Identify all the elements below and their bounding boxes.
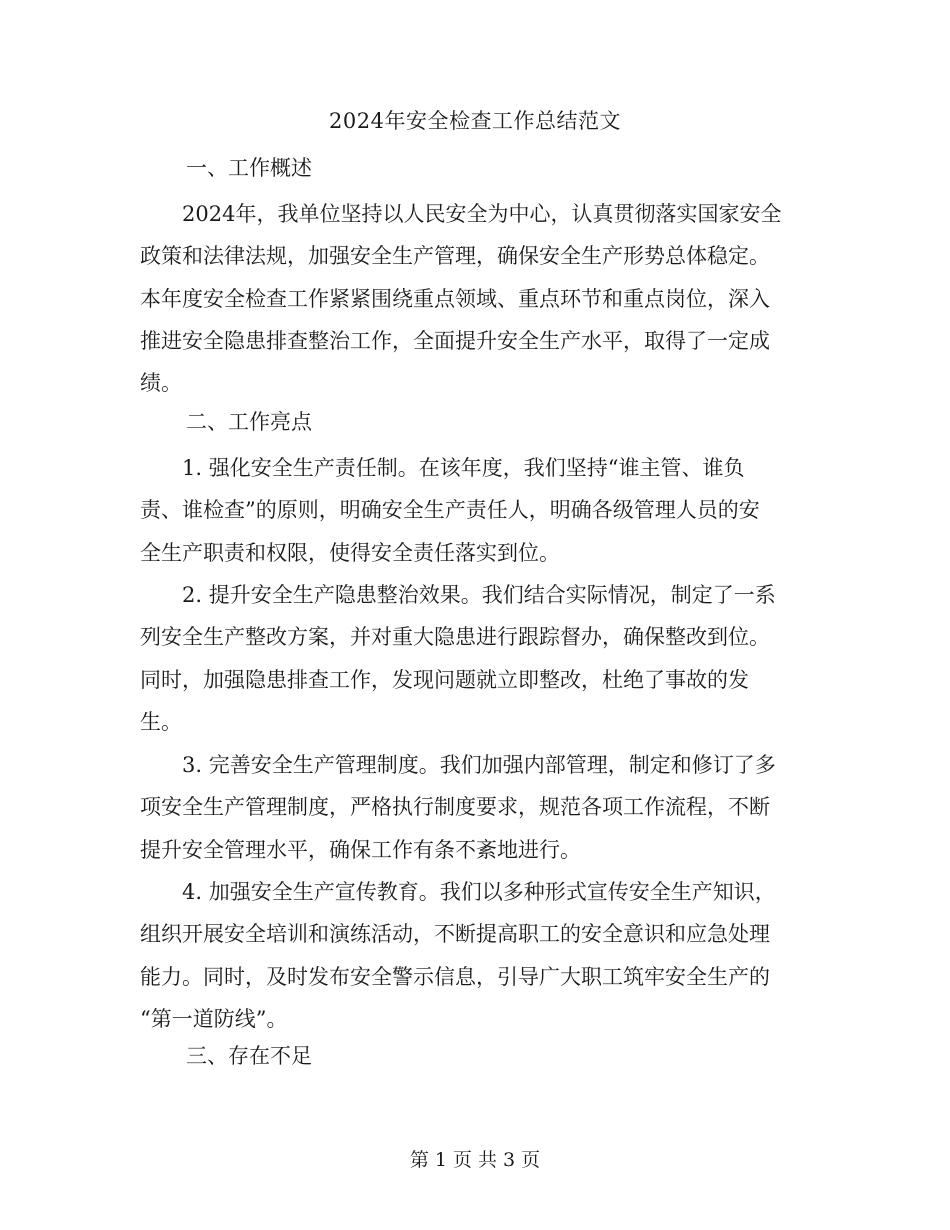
page-number-footer: 第 1 页 共 3 页 xyxy=(409,1149,541,1171)
paragraph-line: 1. 强化安全生产责任制。在该年度，我们坚持“谁主管、谁负 xyxy=(140,456,745,480)
paragraph-item-1 xyxy=(140,447,820,574)
paragraph-line: “第一道防线”。 xyxy=(140,1006,288,1031)
paragraph-item-2 xyxy=(140,574,820,743)
paragraph-line: 生。 xyxy=(140,709,182,734)
document-title: 2024年安全检查工作总结范文 xyxy=(329,109,621,133)
paragraph-line: 同时，加强隐患排查工作，发现问题就立即整改，杜绝了事故的发 xyxy=(140,667,749,692)
paragraph-line: 组织开展安全培训和演练活动，不断提高职工的安全意识和应急处理 xyxy=(140,922,770,947)
paragraph-overview xyxy=(140,193,820,404)
paragraph-line: 能力。同时，及时发布安全警示信息，引导广大职工筑牢安全生产的 xyxy=(140,964,770,989)
section-heading-overview: 一、工作概述 xyxy=(186,156,312,180)
section-heading-highlights: 二、工作亮点 xyxy=(186,410,312,434)
paragraph-line: 2024年，我单位坚持以人民安全为中心，认真贯彻落实国家安全 xyxy=(140,202,782,226)
paragraph-line: 责、谁检查”的原则，明确安全生产责任人，明确各级管理人员的安 xyxy=(140,498,760,523)
paragraph-line: 政策和法律法规，加强安全生产管理，确保安全生产形势总体稳定。 xyxy=(140,244,770,269)
section-heading-shortcomings: 三、存在不足 xyxy=(186,1044,312,1068)
paragraph-line: 项安全生产管理制度，严格执行制度要求，规范各项工作流程，不断 xyxy=(140,795,770,820)
paragraph-line: 本年度安全检查工作紧紧围绕重点领域、重点环节和重点岗位，深入 xyxy=(140,286,770,311)
paragraph-item-3 xyxy=(140,744,820,871)
paragraph-item-4 xyxy=(140,871,820,1040)
paragraph-line: 提升安全管理水平，确保工作有条不紊地进行。 xyxy=(140,837,581,862)
paragraph-line: 推进安全隐患排查整治工作，全面提升安全生产水平，取得了一定成 xyxy=(140,328,770,353)
paragraph-line: 全生产职责和权限，使得安全责任落实到位。 xyxy=(140,540,560,565)
paragraph-line: 列安全生产整改方案，并对重大隐患进行跟踪督办，确保整改到位。 xyxy=(140,625,770,650)
paragraph-line: 3. 完善安全生产管理制度。我们加强内部管理，制定和修订了多 xyxy=(140,753,776,777)
paragraph-line: 绩。 xyxy=(140,371,182,396)
paragraph-line: 2. 提升安全生产隐患整治效果。我们结合实际情况，制定了一系 xyxy=(140,583,776,607)
paragraph-line: 4. 加强安全生产宣传教育。我们以多种形式宣传安全生产知识， xyxy=(140,880,776,904)
